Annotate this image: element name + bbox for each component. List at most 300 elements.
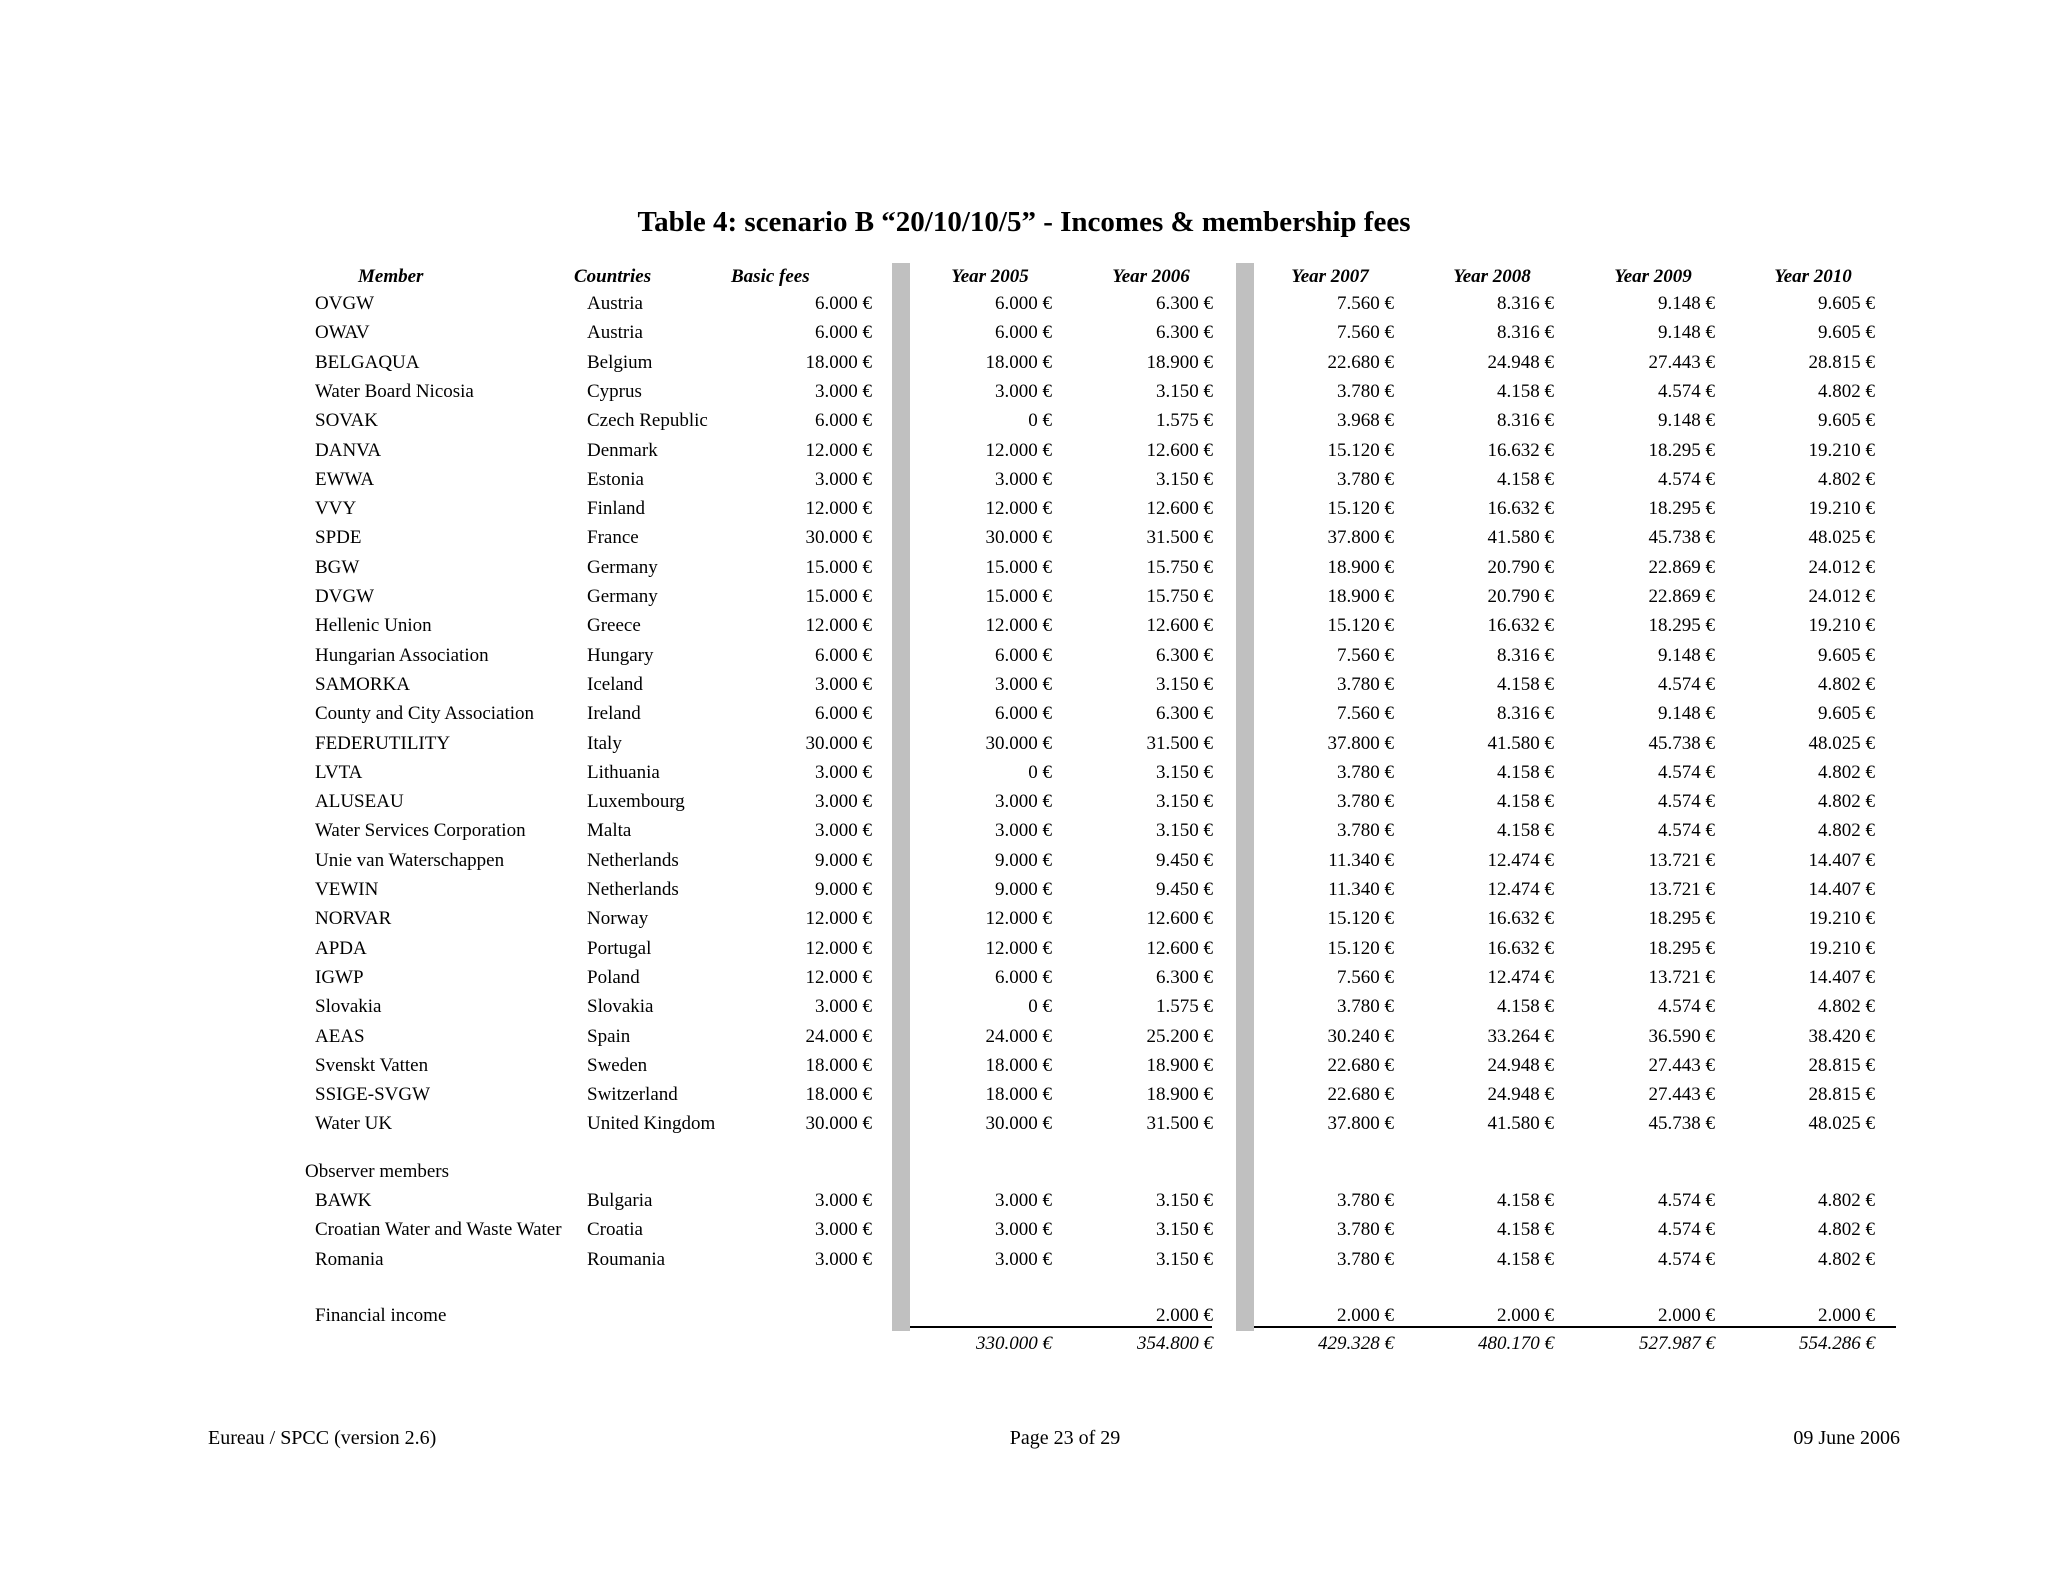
- year-2010-cell: 4.802 €: [1818, 996, 1875, 1018]
- country-cell: Austria: [587, 322, 643, 344]
- year-2009-cell: 4.574 €: [1658, 1190, 1715, 1211]
- year-2005-cell: 6.000 €: [995, 644, 1052, 666]
- table-row: [0, 847, 2048, 875]
- member-cell: Croatian Water and Waste Water: [315, 1219, 562, 1241]
- country-cell: Spain: [587, 1025, 631, 1047]
- year-2006-cell: 15.750 €: [1146, 556, 1213, 578]
- year-2010-cell: 9.605 €: [1818, 703, 1875, 725]
- total-2005: 330.000 €: [976, 1333, 1052, 1354]
- country-cell: Greece: [587, 615, 641, 637]
- member-cell: County and City Association: [315, 703, 535, 725]
- year-2006-cell: 12.600 €: [1146, 439, 1213, 461]
- country-cell: Cyprus: [587, 380, 642, 402]
- year-2007-cell: 15.120 €: [1327, 615, 1394, 637]
- year-2007-cell: 7.560 €: [1337, 703, 1394, 725]
- financial-income-2009: 2.000 €: [1658, 1305, 1715, 1326]
- year-2008-cell: 4.158 €: [1497, 1190, 1554, 1211]
- member-cell: Water UK: [315, 1113, 393, 1135]
- country-cell: Finland: [587, 498, 646, 520]
- year-2005-cell: 0 €: [1028, 996, 1052, 1018]
- country-cell: Lithuania: [587, 761, 660, 783]
- year-2005-cell: 3.000 €: [995, 673, 1052, 695]
- header-basic-fees: Basic fees: [731, 266, 810, 287]
- basic-fee-cell: 3.000 €: [815, 380, 872, 402]
- footer-page-number: Page 23 of 29: [1009, 1427, 1121, 1449]
- basic-fee-cell: 12.000 €: [805, 615, 872, 637]
- table-row: [0, 495, 2048, 523]
- year-2007-cell: 15.120 €: [1327, 439, 1394, 461]
- year-2010-cell: 19.210 €: [1808, 439, 1875, 461]
- country-cell: Netherlands: [587, 849, 679, 871]
- table-row: [0, 671, 2048, 699]
- year-2006-cell: 1.575 €: [1156, 996, 1213, 1018]
- year-2005-cell: 30.000 €: [985, 732, 1052, 754]
- year-2008-cell: 4.158 €: [1497, 468, 1554, 490]
- country-cell: Czech Republic: [587, 410, 708, 432]
- year-2006-cell: 3.150 €: [1156, 468, 1213, 490]
- table-row: [0, 964, 2048, 992]
- year-2009-cell: 9.148 €: [1658, 703, 1715, 725]
- year-2006-cell: 3.150 €: [1156, 820, 1213, 842]
- header-year-2006: Year 2006: [1112, 266, 1190, 287]
- year-2007-cell: 37.800 €: [1327, 1113, 1394, 1135]
- member-cell: DANVA: [315, 439, 382, 461]
- year-2007-cell: 3.780 €: [1337, 1190, 1394, 1211]
- year-2010-cell: 4.802 €: [1818, 1219, 1875, 1241]
- year-2008-cell: 8.316 €: [1497, 410, 1554, 432]
- table-row: [0, 349, 2048, 377]
- year-2008-cell: 41.580 €: [1487, 527, 1554, 549]
- basic-fee-cell: 9.000 €: [815, 879, 872, 900]
- total-2007: 429.328 €: [1318, 1333, 1394, 1354]
- year-2008-cell: 8.316 €: [1497, 703, 1554, 725]
- basic-fee-cell: 3.000 €: [815, 1190, 872, 1211]
- member-cell: DVGW: [315, 586, 375, 607]
- year-2008-cell: 24.948 €: [1487, 351, 1554, 373]
- year-2009-cell: 4.574 €: [1658, 673, 1715, 695]
- table-row: [0, 817, 2048, 845]
- year-2006-cell: 3.150 €: [1156, 791, 1213, 813]
- basic-fee-cell: 12.000 €: [805, 439, 872, 461]
- year-2009-cell: 4.574 €: [1658, 1219, 1715, 1241]
- year-2005-cell: 24.000 €: [985, 1025, 1052, 1047]
- year-2009-cell: 9.148 €: [1658, 410, 1715, 432]
- year-2010-cell: 19.210 €: [1808, 498, 1875, 520]
- year-2009-cell: 4.574 €: [1658, 996, 1715, 1018]
- member-cell: FEDERUTILITY: [315, 732, 451, 754]
- year-2008-cell: 12.474 €: [1487, 879, 1554, 900]
- country-cell: Netherlands: [587, 879, 679, 900]
- year-2009-cell: 13.721 €: [1648, 849, 1715, 871]
- member-cell: ALUSEAU: [315, 791, 404, 813]
- country-cell: Croatia: [587, 1219, 643, 1241]
- year-2006-cell: 15.750 €: [1146, 586, 1213, 607]
- year-2007-cell: 15.120 €: [1327, 908, 1394, 930]
- table-row: [0, 1216, 2048, 1244]
- member-cell: Water Services Corporation: [315, 820, 526, 842]
- table-row: [0, 730, 2048, 758]
- year-2009-cell: 45.738 €: [1648, 1113, 1715, 1135]
- year-2008-cell: 33.264 €: [1487, 1025, 1554, 1047]
- table-row: [0, 788, 2048, 816]
- year-2007-cell: 18.900 €: [1327, 556, 1394, 578]
- year-2010-cell: 4.802 €: [1818, 761, 1875, 783]
- year-2009-cell: 9.148 €: [1658, 293, 1715, 314]
- year-2007-cell: 3.780 €: [1337, 791, 1394, 813]
- year-2007-cell: 3.780 €: [1337, 1248, 1394, 1270]
- observer-members-label: Observer members: [305, 1161, 450, 1182]
- year-2010-cell: 14.407 €: [1808, 849, 1875, 871]
- header-year-2008: Year 2008: [1453, 266, 1531, 287]
- year-2007-cell: 3.780 €: [1337, 673, 1394, 695]
- year-2010-cell: 19.210 €: [1808, 937, 1875, 959]
- year-2010-cell: 28.815 €: [1808, 351, 1875, 373]
- year-2006-cell: 1.575 €: [1156, 410, 1213, 432]
- year-2006-cell: 3.150 €: [1156, 380, 1213, 402]
- table-row: [0, 554, 2048, 582]
- year-2006-cell: 6.300 €: [1156, 966, 1213, 988]
- year-2007-cell: 30.240 €: [1327, 1025, 1394, 1047]
- basic-fee-cell: 9.000 €: [815, 849, 872, 871]
- year-2005-cell: 6.000 €: [995, 293, 1052, 314]
- year-2009-cell: 4.574 €: [1658, 791, 1715, 813]
- table-row: [0, 612, 2048, 640]
- country-cell: Malta: [587, 820, 632, 842]
- basic-fee-cell: 3.000 €: [815, 468, 872, 490]
- year-2010-cell: 4.802 €: [1818, 820, 1875, 842]
- year-2007-cell: 3.780 €: [1337, 761, 1394, 783]
- country-cell: Norway: [587, 908, 649, 930]
- country-cell: United Kingdom: [587, 1113, 716, 1135]
- table-row: [0, 876, 2048, 904]
- year-2007-cell: 37.800 €: [1327, 527, 1394, 549]
- year-2007-cell: 37.800 €: [1327, 732, 1394, 754]
- member-cell: BELGAQUA: [315, 351, 420, 373]
- basic-fee-cell: 30.000 €: [805, 732, 872, 754]
- year-2008-cell: 41.580 €: [1487, 732, 1554, 754]
- table-row: [0, 1023, 2048, 1051]
- basic-fee-cell: 12.000 €: [805, 937, 872, 959]
- year-2005-cell: 3.000 €: [995, 1248, 1052, 1270]
- member-cell: SOVAK: [315, 410, 379, 432]
- basic-fee-cell: 3.000 €: [815, 1248, 872, 1270]
- year-2008-cell: 4.158 €: [1497, 673, 1554, 695]
- basic-fee-cell: 3.000 €: [815, 996, 872, 1018]
- year-2010-cell: 19.210 €: [1808, 908, 1875, 930]
- table-row: [0, 905, 2048, 933]
- member-cell: SPDE: [315, 527, 362, 549]
- year-2008-cell: 12.474 €: [1487, 966, 1554, 988]
- year-2010-cell: 38.420 €: [1808, 1025, 1875, 1047]
- year-2010-cell: 9.605 €: [1818, 293, 1875, 314]
- country-cell: Sweden: [587, 1054, 648, 1076]
- member-cell: SAMORKA: [315, 673, 411, 695]
- year-2009-cell: 45.738 €: [1648, 732, 1715, 754]
- year-2010-cell: 24.012 €: [1808, 556, 1875, 578]
- year-2010-cell: 28.815 €: [1808, 1054, 1875, 1076]
- table-row: [0, 642, 2048, 670]
- year-2005-cell: 15.000 €: [985, 586, 1052, 607]
- country-cell: France: [587, 527, 639, 549]
- member-cell: VEWIN: [315, 879, 379, 900]
- member-cell: Hungarian Association: [315, 644, 489, 666]
- member-cell: Unie van Waterschappen: [315, 849, 505, 871]
- year-2006-cell: 3.150 €: [1156, 1248, 1213, 1270]
- country-cell: Luxembourg: [587, 791, 685, 813]
- year-2006-cell: 18.900 €: [1146, 1084, 1213, 1106]
- year-2006-cell: 18.900 €: [1146, 1054, 1213, 1076]
- year-2005-cell: 3.000 €: [995, 468, 1052, 490]
- member-cell: SSIGE-SVGW: [315, 1084, 431, 1106]
- table-row: [0, 759, 2048, 787]
- basic-fee-cell: 6.000 €: [815, 410, 872, 432]
- basic-fee-cell: 30.000 €: [805, 1113, 872, 1135]
- country-cell: Roumania: [587, 1248, 666, 1270]
- year-2008-cell: 4.158 €: [1497, 761, 1554, 783]
- year-2005-cell: 12.000 €: [985, 498, 1052, 520]
- member-cell: APDA: [315, 937, 367, 959]
- year-2006-cell: 25.200 €: [1146, 1025, 1213, 1047]
- year-2006-cell: 18.900 €: [1146, 351, 1213, 373]
- country-cell: Estonia: [587, 468, 644, 490]
- year-2007-cell: 22.680 €: [1327, 1084, 1394, 1106]
- year-2005-cell: 12.000 €: [985, 615, 1052, 637]
- year-2007-cell: 22.680 €: [1327, 1054, 1394, 1076]
- basic-fee-cell: 24.000 €: [805, 1025, 872, 1047]
- table-row: [0, 437, 2048, 465]
- table-row: [0, 1081, 2048, 1109]
- financial-income-label: Financial income: [315, 1305, 447, 1326]
- year-2005-cell: 18.000 €: [985, 1084, 1052, 1106]
- header-member: Member: [358, 266, 424, 287]
- year-2007-cell: 3.968 €: [1337, 410, 1394, 432]
- year-2006-cell: 12.600 €: [1146, 498, 1213, 520]
- year-2009-cell: 4.574 €: [1658, 1248, 1715, 1270]
- year-2007-cell: 3.780 €: [1337, 380, 1394, 402]
- year-2010-cell: 48.025 €: [1808, 732, 1875, 754]
- year-2006-cell: 31.500 €: [1146, 527, 1213, 549]
- member-cell: EWWA: [315, 468, 375, 490]
- country-cell: Belgium: [587, 351, 653, 373]
- basic-fee-cell: 3.000 €: [815, 761, 872, 783]
- member-cell: BAWK: [315, 1190, 372, 1211]
- year-2008-cell: 8.316 €: [1497, 322, 1554, 344]
- year-2006-cell: 3.150 €: [1156, 1219, 1213, 1241]
- year-2006-cell: 3.150 €: [1156, 1190, 1213, 1211]
- table-row: [0, 319, 2048, 347]
- year-2005-cell: 6.000 €: [995, 703, 1052, 725]
- year-2005-cell: 3.000 €: [995, 1190, 1052, 1211]
- year-2009-cell: 22.869 €: [1648, 586, 1715, 607]
- year-2005-cell: 3.000 €: [995, 791, 1052, 813]
- year-2006-cell: 6.300 €: [1156, 322, 1213, 344]
- year-2005-cell: 30.000 €: [985, 1113, 1052, 1135]
- basic-fee-cell: 3.000 €: [815, 791, 872, 813]
- year-2007-cell: 3.780 €: [1337, 996, 1394, 1018]
- year-2010-cell: 4.802 €: [1818, 1190, 1875, 1211]
- country-cell: Denmark: [587, 439, 658, 461]
- year-2005-cell: 3.000 €: [995, 820, 1052, 842]
- year-2006-cell: 9.450 €: [1156, 879, 1213, 900]
- basic-fee-cell: 6.000 €: [815, 322, 872, 344]
- year-2007-cell: 7.560 €: [1337, 966, 1394, 988]
- year-2009-cell: 45.738 €: [1648, 527, 1715, 549]
- year-2007-cell: 15.120 €: [1327, 937, 1394, 959]
- year-2006-cell: 31.500 €: [1146, 1113, 1213, 1135]
- year-2007-cell: 7.560 €: [1337, 322, 1394, 344]
- country-cell: Germany: [587, 586, 658, 607]
- table-row: [0, 1187, 2048, 1215]
- table-row: [0, 1052, 2048, 1080]
- year-2010-cell: 9.605 €: [1818, 410, 1875, 432]
- year-2008-cell: 4.158 €: [1497, 1248, 1554, 1270]
- basic-fee-cell: 12.000 €: [805, 966, 872, 988]
- total-2008: 480.170 €: [1478, 1333, 1554, 1354]
- member-cell: Romania: [315, 1248, 384, 1270]
- basic-fee-cell: 3.000 €: [815, 1219, 872, 1241]
- year-2005-cell: 0 €: [1028, 410, 1052, 432]
- year-2005-cell: 3.000 €: [995, 1219, 1052, 1241]
- year-2006-cell: 6.300 €: [1156, 703, 1213, 725]
- year-2010-cell: 14.407 €: [1808, 966, 1875, 988]
- basic-fee-cell: 6.000 €: [815, 293, 872, 314]
- year-2008-cell: 24.948 €: [1487, 1084, 1554, 1106]
- footer-document-version: Eureau / SPCC (version 2.6): [208, 1427, 437, 1449]
- year-2008-cell: 41.580 €: [1487, 1113, 1554, 1135]
- basic-fee-cell: 6.000 €: [815, 644, 872, 666]
- member-cell: BGW: [315, 556, 360, 578]
- table-row: [0, 1110, 2048, 1138]
- year-2007-cell: 22.680 €: [1327, 351, 1394, 373]
- year-2007-cell: 3.780 €: [1337, 820, 1394, 842]
- table-row: [0, 378, 2048, 406]
- year-2005-cell: 30.000 €: [985, 527, 1052, 549]
- page-title: Table 4: scenario B “20/10/10/5” - Incomes & membership fees: [637, 206, 1411, 238]
- basic-fee-cell: 12.000 €: [805, 498, 872, 520]
- basic-fee-cell: 18.000 €: [805, 351, 872, 373]
- member-cell: OVGW: [315, 293, 375, 314]
- year-2005-cell: 3.000 €: [995, 380, 1052, 402]
- year-2009-cell: 13.721 €: [1648, 966, 1715, 988]
- table-row: [0, 935, 2048, 963]
- table-row: [0, 993, 2048, 1021]
- year-2009-cell: 9.148 €: [1658, 644, 1715, 666]
- country-cell: Bulgaria: [587, 1190, 653, 1211]
- year-2005-cell: 0 €: [1028, 761, 1052, 783]
- member-cell: IGWP: [315, 966, 364, 988]
- country-cell: Iceland: [587, 673, 643, 695]
- year-2008-cell: 24.948 €: [1487, 1054, 1554, 1076]
- footer-date: 09 June 2006: [1793, 1427, 1900, 1449]
- basic-fee-cell: 12.000 €: [805, 908, 872, 930]
- year-2010-cell: 4.802 €: [1818, 791, 1875, 813]
- year-2009-cell: 4.574 €: [1658, 380, 1715, 402]
- member-cell: OWAV: [315, 322, 370, 344]
- year-2007-cell: 7.560 €: [1337, 644, 1394, 666]
- year-2005-cell: 6.000 €: [995, 966, 1052, 988]
- year-2006-cell: 3.150 €: [1156, 673, 1213, 695]
- year-2005-cell: 12.000 €: [985, 937, 1052, 959]
- total-2010: 554.286 €: [1799, 1333, 1875, 1354]
- year-2010-cell: 4.802 €: [1818, 673, 1875, 695]
- year-2005-cell: 18.000 €: [985, 1054, 1052, 1076]
- observer-heading-row: [0, 1158, 2048, 1186]
- year-2008-cell: 4.158 €: [1497, 820, 1554, 842]
- member-cell: LVTA: [315, 761, 363, 783]
- year-2007-cell: 15.120 €: [1327, 498, 1394, 520]
- header-year-2009: Year 2009: [1614, 266, 1692, 287]
- country-cell: Switzerland: [587, 1084, 678, 1106]
- year-2006-cell: 3.150 €: [1156, 761, 1213, 783]
- year-2009-cell: 9.148 €: [1658, 322, 1715, 344]
- year-2008-cell: 20.790 €: [1487, 586, 1554, 607]
- total-2009: 527.987 €: [1639, 1333, 1715, 1354]
- country-cell: Poland: [587, 966, 640, 988]
- year-2010-cell: 24.012 €: [1808, 586, 1875, 607]
- header-year-2007: Year 2007: [1291, 266, 1369, 287]
- table-row: [0, 524, 2048, 552]
- year-2009-cell: 18.295 €: [1648, 439, 1715, 461]
- year-2007-cell: 11.340 €: [1328, 879, 1394, 900]
- year-2009-cell: 27.443 €: [1648, 351, 1715, 373]
- year-2010-cell: 9.605 €: [1818, 644, 1875, 666]
- year-2010-cell: 48.025 €: [1808, 527, 1875, 549]
- year-2007-cell: 3.780 €: [1337, 468, 1394, 490]
- totals-row: [0, 1330, 2048, 1358]
- total-rule: [1254, 1326, 1896, 1328]
- total-2006: 354.800 €: [1137, 1333, 1213, 1354]
- year-2010-cell: 48.025 €: [1808, 1113, 1875, 1135]
- year-2009-cell: 27.443 €: [1648, 1084, 1715, 1106]
- member-cell: AEAS: [315, 1025, 365, 1047]
- country-cell: Germany: [587, 556, 658, 578]
- table-row: [0, 700, 2048, 728]
- year-2009-cell: 4.574 €: [1658, 468, 1715, 490]
- year-2005-cell: 9.000 €: [995, 849, 1052, 871]
- year-2010-cell: 9.605 €: [1818, 322, 1875, 344]
- year-2008-cell: 4.158 €: [1497, 1219, 1554, 1241]
- country-cell: Portugal: [587, 937, 652, 959]
- country-cell: Austria: [587, 293, 643, 314]
- year-2007-cell: 3.780 €: [1337, 1219, 1394, 1241]
- year-2010-cell: 4.802 €: [1818, 468, 1875, 490]
- member-cell: Slovakia: [315, 996, 382, 1018]
- year-2008-cell: 4.158 €: [1497, 996, 1554, 1018]
- year-2009-cell: 4.574 €: [1658, 761, 1715, 783]
- year-2007-cell: 7.560 €: [1337, 293, 1394, 314]
- year-2009-cell: 18.295 €: [1648, 615, 1715, 637]
- header-year-2010: Year 2010: [1774, 266, 1852, 287]
- year-2009-cell: 4.574 €: [1658, 820, 1715, 842]
- member-cell: VVY: [315, 498, 357, 520]
- year-2008-cell: 20.790 €: [1487, 556, 1554, 578]
- year-2010-cell: 4.802 €: [1818, 1248, 1875, 1270]
- year-2005-cell: 9.000 €: [995, 879, 1052, 900]
- basic-fee-cell: 15.000 €: [805, 556, 872, 578]
- country-cell: Italy: [587, 732, 622, 754]
- year-2009-cell: 22.869 €: [1648, 556, 1715, 578]
- header-year-2005: Year 2005: [951, 266, 1029, 287]
- total-rule: [910, 1326, 1212, 1328]
- year-2007-cell: 11.340 €: [1328, 849, 1394, 871]
- year-2008-cell: 4.158 €: [1497, 380, 1554, 402]
- year-2005-cell: 12.000 €: [985, 908, 1052, 930]
- table-row: [0, 407, 2048, 435]
- basic-fee-cell: 3.000 €: [815, 820, 872, 842]
- year-2006-cell: 6.300 €: [1156, 293, 1213, 314]
- table-row: [0, 583, 2048, 611]
- year-2008-cell: 16.632 €: [1487, 615, 1554, 637]
